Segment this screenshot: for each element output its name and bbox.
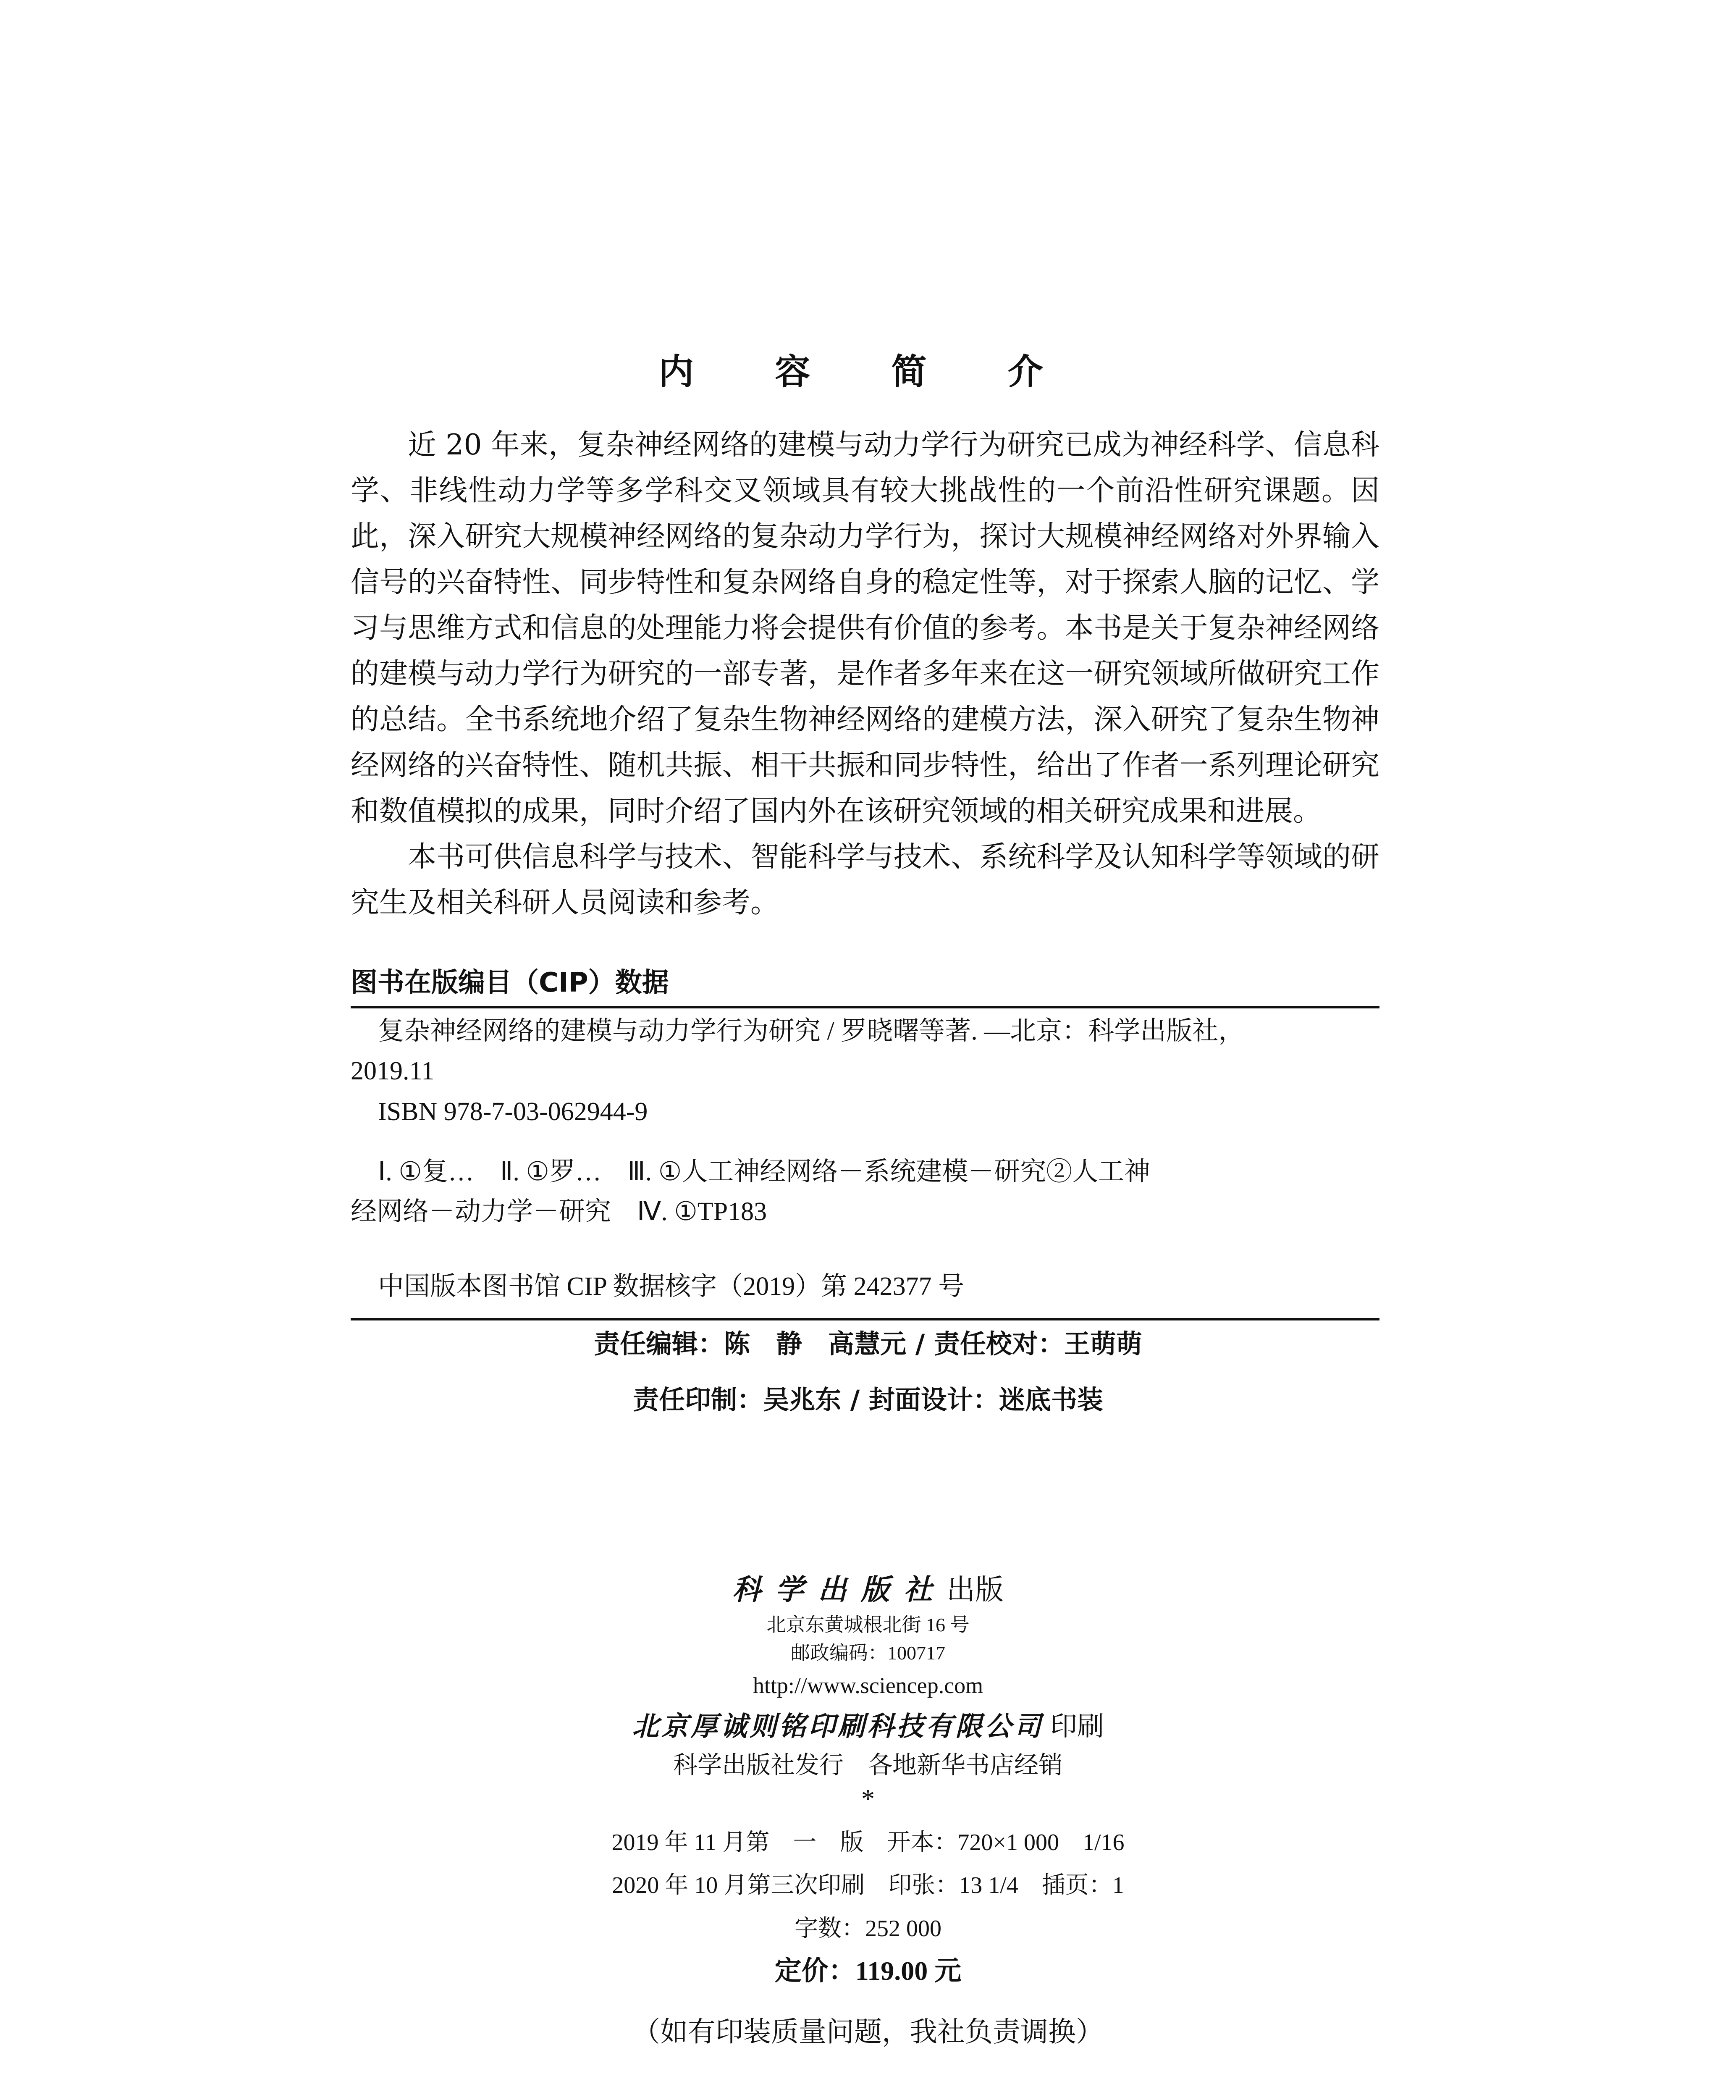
word-count: 字数：252 000: [795, 1916, 941, 1942]
publisher-address: 北京东黄城根北街 16 号: [766, 1614, 970, 1635]
publisher-name: 科学出版社: [732, 1573, 947, 1606]
publisher-postcode: 邮政编码：100717: [791, 1642, 945, 1664]
printing-info: 2020 年 10 月第三次印刷 印张：13 1/4 插页：1: [612, 1872, 1124, 1898]
production-credits: 责任印制：吴兆东 / 封面设计：迷底书装: [633, 1384, 1103, 1415]
summary-paragraph-1: 近 20 年来，复杂神经网络的建模与动力学行为研究已成为神经科学、信息科学、非线性动力学等多学科交叉领域具有较大挑战性的一个前沿性研究课题。因此，深入研究大规模神经网络的复杂动力学行为，探讨大规模神经网络对外界输入信号的兴奋特性、同步特性和复杂网络自身的稳定性等，对于探索人脑的记忆、学习与思维方式和信息的处理能力将会提供有价值的参考。本书是关于复杂神经网络的建模与动力学行为研究的一部专著，是作者多年来在这一研究领域所做研究工作的总结。全书系统地介绍了复杂生物神经网络的建模方法，深入研究了复杂生物神经网络的兴奋特性、随机共振、相干共振和同步特性，给出了作者一系列理论研究和数值模拟的成果，同时介绍了国内外在该研究领域的相关研究成果和进展。: [351, 428, 1379, 828]
separator-star: *: [861, 1784, 875, 1814]
price: 定价：119.00 元: [774, 1956, 962, 1986]
editor-credits: 责任编辑：陈 静 高慧元 / 责任校对：王萌萌: [594, 1328, 1142, 1359]
cip-classification-line-2: 经网络－动力学－研究 Ⅳ. ①TP183: [351, 1197, 767, 1226]
quality-notice: （如有印装质量问题，我社负责调换）: [632, 2016, 1104, 2048]
summary-body: [351, 422, 1379, 926]
cip-isbn: ISBN 978-7-03-062944-9: [378, 1097, 648, 1126]
cip-title: 图书在版编目（CIP）数据: [351, 967, 669, 998]
printer-line: [0, 1706, 1736, 1747]
publisher-line: [0, 1569, 1736, 1611]
cip-record-line-1: 复杂神经网络的建模与动力学行为研究 / 罗晓曙等著. —北京：科学出版社，: [378, 1017, 1245, 1045]
printer-name: 北京厚诚则铭印刷科技有限公司: [632, 1711, 1044, 1742]
cip-classification-line-1: Ⅰ. ①复… Ⅱ. ①罗… Ⅲ. ①人工神经网络－系统建模－研究②人工神: [378, 1158, 1151, 1186]
publisher-website: http://www.sciencep.com: [753, 1673, 983, 1698]
cip-data-number: 中国版本图书馆 CIP 数据核字（2019）第 242377 号: [378, 1272, 965, 1301]
publisher-suffix: 出版: [947, 1574, 1004, 1606]
distribution-line: 科学出版社发行 各地新华书店经销: [673, 1751, 1063, 1779]
cip-record-line-2: 2019.11: [351, 1057, 435, 1085]
summary-paragraph-2: 本书可供信息科学与技术、智能科学与技术、系统科学及认知科学等领域的研究生及相关科研人员阅读和参考。: [351, 840, 1379, 919]
edition-info: 2019 年 11 月第 一 版 开本：720×1 000 1/16: [611, 1830, 1125, 1856]
cip-top-rule: [351, 1006, 1379, 1008]
summary-heading: 内 容 简 介: [658, 351, 1078, 392]
printer-suffix: 印刷: [1050, 1712, 1104, 1741]
cip-bottom-rule: [351, 1318, 1379, 1320]
